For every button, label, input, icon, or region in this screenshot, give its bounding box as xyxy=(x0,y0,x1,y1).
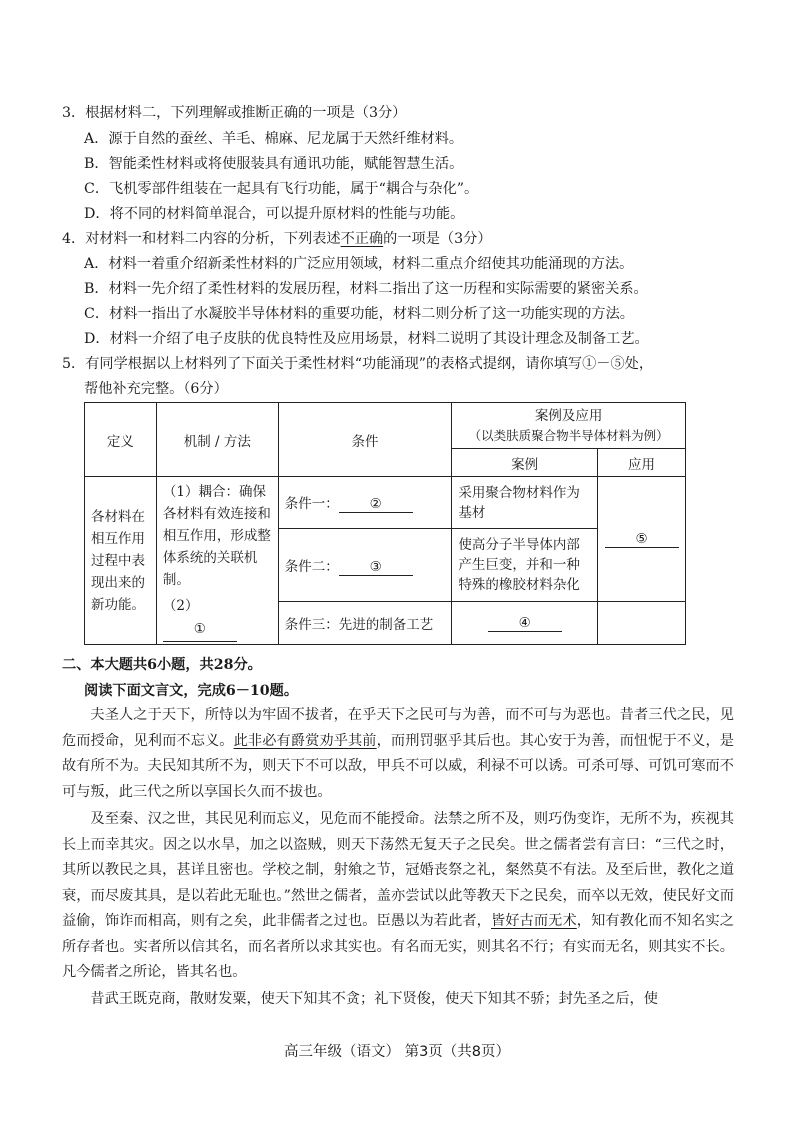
application-empty-cell xyxy=(598,602,686,645)
definition-cell xyxy=(85,477,157,645)
q4-stem-emphasis: 不正确 xyxy=(340,231,384,247)
header-cases-title: 案例及应用 xyxy=(534,407,603,424)
section2-intro: 阅读下面文言文，完成6－10题。 xyxy=(84,683,299,699)
header-mechanism: 机制 / 方法 xyxy=(156,403,278,477)
q3-option-d: D．将不同的材料简单混合，可以提升原材料的性能与功能。 xyxy=(84,206,465,222)
q3-option-a: A．源于自然的蚕丝、羊毛、棉麻、尼龙属于天然纤维材料。 xyxy=(84,131,464,147)
q4-option-a: A．材料一着重介绍新柔性材料的广泛应用领域，材料二重点介绍使其功能涌现的方法。 xyxy=(84,256,634,272)
answer-blank-2[interactable]: ② xyxy=(339,496,413,513)
p1-part-a: 夫圣人之于天下，所恃以为牢固不拔者，在乎天下之民可与为善，而不可与为恶也。昔者三代之民，见危而授命，见利而不忘义。 xyxy=(62,707,734,749)
section2-heading: 二、本大题共6小题，共28分。 xyxy=(62,657,262,673)
passage-paragraph-3: 昔武王既克商，散财发粟，使天下知其不贪；礼下贤俊，使天下知其不骄；封先圣之后，使 xyxy=(90,991,658,1007)
q3-stem: 3．根据材料二，下列理解或推断正确的一项是（3分） xyxy=(62,105,407,121)
case-1-cell xyxy=(452,477,598,529)
header-condition: 条件 xyxy=(278,403,452,477)
q4-stem-before: 4．对材料一和材料二内容的分析，下列表述 xyxy=(62,231,341,247)
answer-blank-5[interactable]: ⑤ xyxy=(605,531,679,548)
answer-blank-3[interactable]: ③ xyxy=(339,559,413,576)
p1-underlined: 此非必有爵赏劝乎其前 xyxy=(233,732,377,749)
q4-stem-after: 的一项是（3分） xyxy=(383,231,492,247)
mechanism-item-2 xyxy=(157,595,278,644)
passage-paragraph-2 xyxy=(62,807,734,986)
page-footer: 高三年级（语文） 第3页（共8页） xyxy=(283,1044,511,1060)
mechanism-item-1: （1）耦合：确保各材料有效连接和相互作用，形成整体系统的关联机制。 xyxy=(162,484,271,588)
p2-part-a: 及至秦、汉之世，其民见利而忘义，见危而不能授命。法禁之所不及，则巧伪变诈，无所不为，疾视其长上而幸其灾。因之以水旱，加之以盗贼，则天下荡然无复天子之民矣。世之儒者尝有言曰：“三代之时，其所以教民之具，甚详且密也。学校之制，射飨之节，冠婚丧祭之礼，粲然莫不有法。及至后世，教化之道衰，而尽废其具，是以若此无耻也。”然世之儒者，盖亦尝试以此等教天下之民矣，而卒以无效，使民好文而益偷，饰诈而相高，则有之矣，此非儒者之过也。臣愚以为若此者， xyxy=(62,811,734,929)
header-application: 应用 xyxy=(598,449,686,477)
definition-text: 各材料在相互作用过程中表现出来的新功能。 xyxy=(91,508,145,613)
q5-stem-line1: 5．有同学根据以上材料列了下面关于柔性材料“功能涌现”的表格式提纲，请你填写①－⑤处， xyxy=(62,356,654,372)
answer-blank-1[interactable]: ① xyxy=(163,618,237,642)
q3-option-c: C．飞机零部件组装在一起具有飞行功能，属于“耦合与杂化”。 xyxy=(84,181,479,197)
case-2-cell xyxy=(452,529,598,602)
application-cell xyxy=(598,477,686,602)
p2-underlined: 皆好古而无术 xyxy=(490,913,577,929)
header-definition: 定义 xyxy=(85,403,157,477)
q3-option-b: B．智能柔性材料或将使服装具有通讯功能，赋能智慧生活。 xyxy=(84,156,464,172)
header-cases xyxy=(452,403,686,449)
q4-option-b: B．材料一先介绍了柔性材料的发展历程，材料二指出了这一历程和实际需要的紧密关系。 xyxy=(84,281,648,297)
p2-part-b: ，知有教化而不知名实之所存者也。实者所以信其名，而名者所以求其实也。有名而无实，则其名不行；有实而无名，则其实不长。凡今儒者之所论，皆其名也。 xyxy=(62,913,734,980)
q5-stem-line2: 帮他补充完整。（6分） xyxy=(84,381,228,397)
header-case: 案例 xyxy=(452,449,598,477)
condition-2-cell xyxy=(278,529,452,602)
q4-option-c: C．材料一指出了水凝胶半导体材料的重要功能，材料二则分析了这一功能实现的方法。 xyxy=(84,306,634,322)
q5-outline-table xyxy=(84,402,686,645)
case-2-text: 使高分子半导体内部产生巨变，并和一种特殊的橡胶材料杂化 xyxy=(458,537,580,594)
header-cases-subtitle: （以类肤质聚合物半导体材料为例） xyxy=(468,427,669,443)
condition-2-label: 条件二： xyxy=(284,558,339,575)
case-1-text: 采用聚合物材料作为基材 xyxy=(458,484,580,521)
mechanism-item-2-label: （2） xyxy=(162,598,199,614)
condition-1-label: 条件一： xyxy=(284,496,339,513)
passage-paragraph-1 xyxy=(62,703,734,805)
q4-option-d: D．材料一介绍了电子皮肤的优良特性及应用场景，材料二说明了其设计理念及制备工艺。 xyxy=(84,331,649,347)
p1-part-b: ，而刑罚驱乎其后也。其心安于为善，而忸怩于不义，是故有所不为。夫民知其所不为，则天下不可以敌，甲兵不可以威，利禄不可以诱。可杀可辱、可饥可寒而不可与叛，此三代之所以享国长久而不拔也。 xyxy=(62,732,734,800)
mechanism-cell xyxy=(156,477,278,645)
condition-1-cell xyxy=(278,477,452,529)
case-3-cell xyxy=(452,602,598,645)
q4-stem xyxy=(62,230,492,248)
answer-blank-4[interactable]: ④ xyxy=(488,615,562,632)
condition-3-cell: 条件三：先进的制备工艺 xyxy=(278,602,452,645)
